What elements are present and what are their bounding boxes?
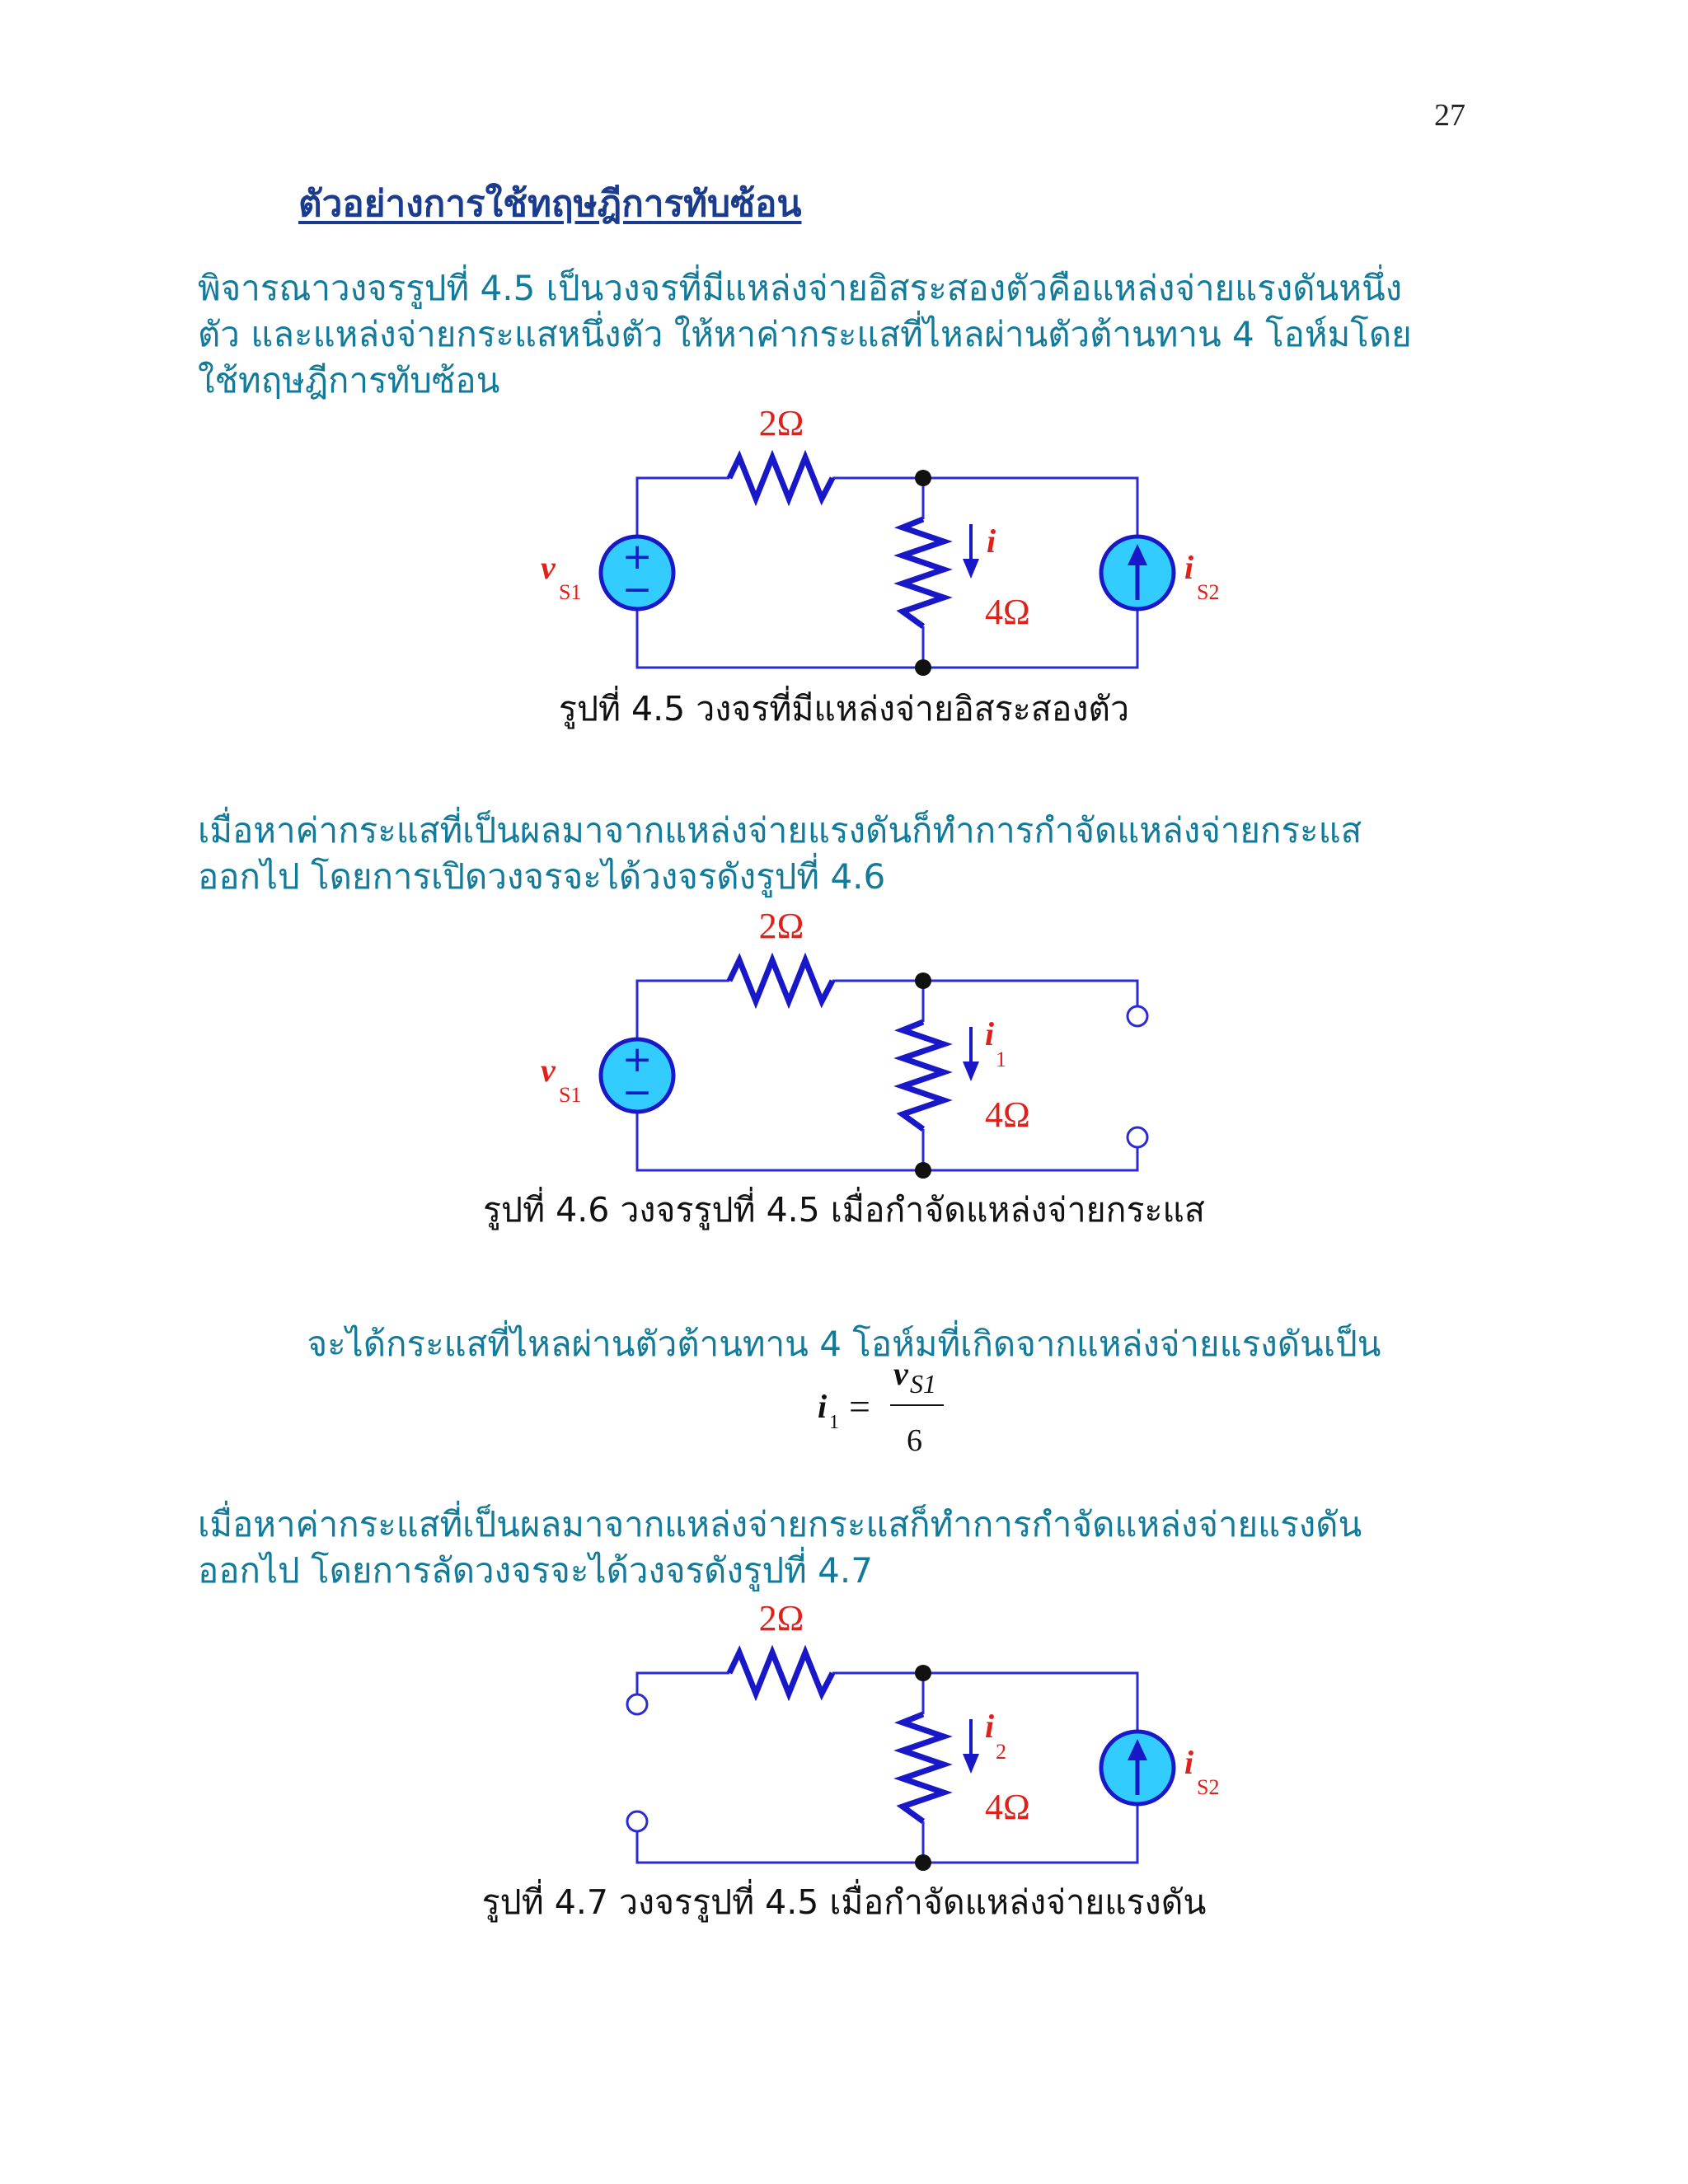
intro-line-1: พิจารณาวงจรรูปที่ 4.5 เป็นวงจรที่มีแหล่งจ่ายอิสระสองตัวคือแหล่งจ่ายแรงดันหนึ่ง [198,268,1403,308]
label-vs-sub: S1 [559,580,582,604]
resistor-4-ohm [903,1714,944,1821]
voltage-source-vs1 [601,1038,673,1113]
node-top [915,1665,931,1681]
paragraph-2 [198,808,1500,900]
voltage-source-vs1 [601,536,673,611]
intro-line-3: ใช้ทฤษฎีการทับซ้อน [198,360,500,401]
figure-4-7-caption: รูปที่ 4.7 วงจรรูปที่ 4.5 เมื่อกำจัดแหล่งจ่ายแรงดัน [481,1882,1207,1922]
formula-lhs: i [818,1388,828,1425]
current-arrow-i1 [963,1027,979,1081]
minus-sign: − [621,569,653,611]
label-i: i [985,1708,995,1745]
paragraph-4 [198,1502,1500,1594]
figure-4-5-caption: รูปที่ 4.5 วงจรที่มีแหล่งจ่ายอิสระสองตัว [558,689,1130,729]
label-i: i [987,523,996,560]
label-4-ohm: 4Ω [985,1094,1030,1135]
current-arrow-i2 [963,1719,979,1774]
plus-sign: + [621,536,653,578]
node-top [915,972,931,989]
para2-line-2: ออกไป โดยการเปิดวงจรจะได้วงจรดังรูปที่ 4.6 [198,856,886,897]
node-bottom [915,1162,931,1179]
label-vs: v [541,549,556,586]
current-source-is2 [1101,537,1174,609]
intro-line-2: ตัว และแหล่งจ่ายกระแสหนึ่งตัว ให้หาค่ากระแสที่ไหลผ่านตัวต้านทาน 4 โอห์มโดย [198,314,1412,354]
label-4-ohm: 4Ω [985,592,1030,632]
current-arrow-i [963,524,979,579]
current-source-is2 [1101,1732,1174,1804]
formula-lhs-sub: 1 [829,1412,839,1433]
intro-paragraph [198,265,1500,404]
label-is-sub: S2 [1197,580,1220,604]
minus-sign: − [621,1071,653,1113]
para4-line-2: ออกไป โดยการลัดวงจรจะได้วงจรดังรูปที่ 4.7 [198,1550,873,1591]
formula-i1 [808,1360,973,1467]
page-number: 27 [1434,98,1465,133]
resistor-4-ohm [903,519,944,626]
label-vs-sub: S1 [559,1083,582,1107]
open-terminal-bottom [1128,1127,1147,1147]
label-is: i [1184,549,1194,586]
para4-line-1: เมื่อหาค่ากระแสที่เป็นผลมาจากแหล่งจ่ายกระแสก็ทำการกำจัดแหล่งจ่ายแรงดัน [198,1504,1362,1544]
short-terminal-bottom [627,1811,647,1831]
wires [637,981,1137,1170]
formula-num-sub: S1 [910,1369,936,1399]
formula-num: v [893,1360,908,1392]
figure-4-7-circuit [0,1591,1688,1887]
resistor-2-ohm [729,1652,832,1694]
formula-eq: = [849,1385,870,1427]
resistor-2-ohm [729,457,832,499]
formula-den: 6 [907,1423,922,1458]
resistor-4-ohm [903,1022,944,1129]
wires [637,478,1137,668]
wires [637,1673,1137,1863]
label-2-ohm: 2Ω [758,403,804,443]
label-vs: v [541,1052,556,1089]
paragraph-3: จะได้กระแสที่ไหลผ่านตัวต้านทาน 4 โอห์มที่เกิดจากแหล่งจ่ายแรงดันเป็น [307,1324,1381,1364]
resistor-2-ohm [729,960,832,1001]
open-terminal-top [1128,1006,1147,1026]
label-i: i [985,1015,995,1052]
short-terminal-top [627,1694,647,1714]
figure-4-6-caption: รูปที่ 4.6 วงจรรูปที่ 4.5 เมื่อกำจัดแหล่งจ่ายกระแส [483,1190,1205,1230]
label-i-sub: 2 [996,1740,1006,1764]
node-top [915,470,931,486]
label-2-ohm: 2Ω [758,1598,804,1638]
section-heading: ตัวอย่างการใช้ทฤษฎีการทับซ้อน [298,183,802,225]
figure-4-6-circuit [0,898,1688,1195]
node-bottom [915,1854,931,1871]
plus-sign: + [621,1038,653,1080]
label-2-ohm: 2Ω [758,906,804,946]
label-4-ohm: 4Ω [985,1787,1030,1827]
figure-4-5-circuit [0,396,1688,692]
label-is: i [1184,1744,1194,1781]
node-bottom [915,659,931,676]
label-is-sub: S2 [1197,1775,1220,1799]
para2-line-1: เมื่อหาค่ากระแสที่เป็นผลมาจากแหล่งจ่ายแรงดันก็ทำการกำจัดแหล่งจ่ายกระแส [198,810,1362,851]
label-i-sub: 1 [996,1047,1006,1071]
